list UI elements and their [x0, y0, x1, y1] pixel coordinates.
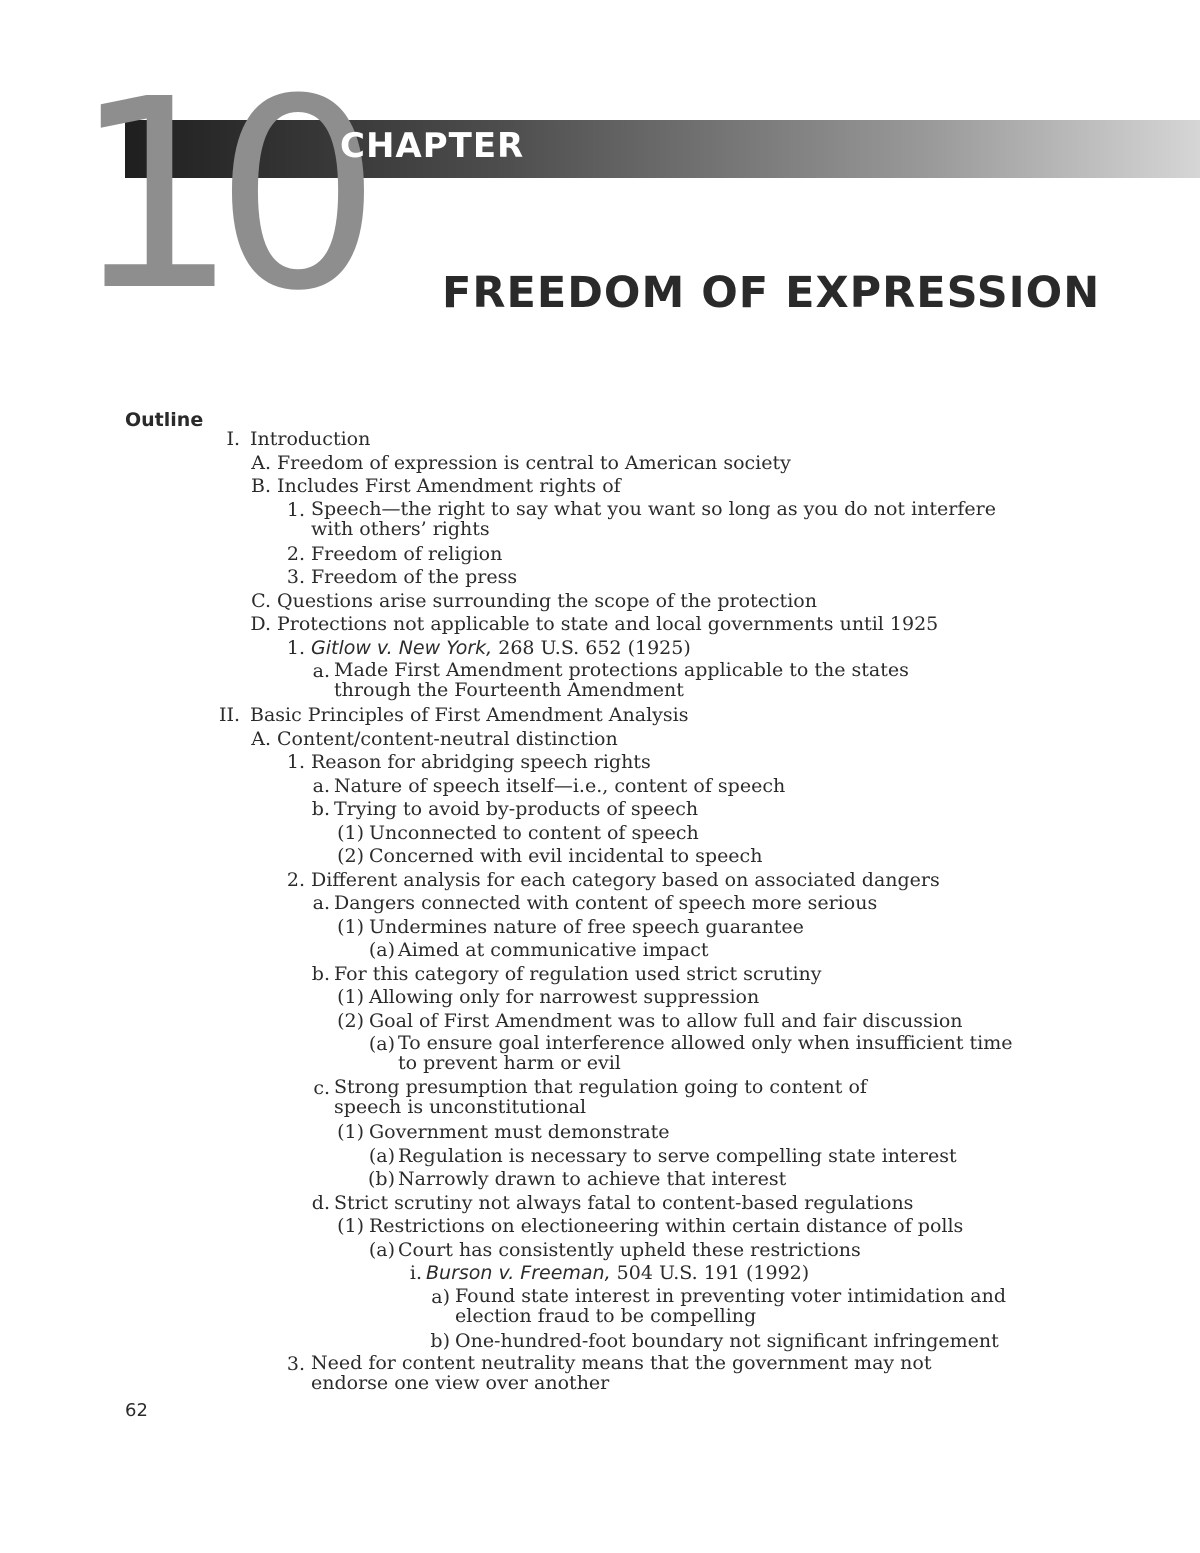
outline-item-body: Basic Principles of First Amendment Analysis [250, 704, 689, 726]
outline-item [0, 704, 1200, 728]
outline-item [0, 428, 1200, 452]
outline-item [0, 822, 1200, 846]
outline-item [0, 939, 1200, 963]
outline-item-text [250, 704, 688, 728]
outline-item-marker: i. [409, 1262, 422, 1284]
outline-item-body: Includes First Amendment rights of [277, 475, 621, 497]
outline-item-marker: a) [431, 1285, 450, 1308]
outline-item-text [398, 1033, 1013, 1073]
outline-item-body: Undermines nature of free speech guarantee [369, 915, 804, 938]
outline-item-marker: 2. [286, 868, 305, 891]
chapter-number: 10 [72, 43, 358, 348]
outline-item-marker: (1) [337, 821, 364, 844]
outline-item [0, 916, 1200, 940]
outline-item-body: Strong presumption that regulation going to content of [334, 1076, 867, 1098]
outline-item [0, 1215, 1200, 1239]
outline-item [0, 1010, 1200, 1034]
outline-item-text [311, 543, 502, 567]
outline-item-marker: A. [251, 727, 271, 750]
outline-item [0, 660, 1200, 704]
outline-item [0, 1168, 1200, 1192]
outline-item [0, 475, 1200, 499]
outline-item-marker: (b) [368, 1168, 395, 1190]
outline-item-text [311, 869, 940, 893]
page-number: 62 [125, 1400, 148, 1421]
outline-item-marker: d. [311, 1191, 330, 1214]
outline-item-marker: 2. [286, 542, 305, 565]
outline-item-marker: (1) [337, 986, 364, 1008]
outline-item-marker: b) [430, 1329, 450, 1352]
outline-item-marker: (a) [368, 939, 395, 961]
outline-item-continuation: election fraud to be compelling [455, 1304, 757, 1327]
outline-item-text [334, 1077, 867, 1117]
outline-item-marker: 1. [286, 636, 305, 659]
outline-item-text [334, 660, 909, 700]
outline-item-text [369, 1010, 963, 1034]
outline-item-body: Reason for abridging speech rights [311, 751, 651, 773]
outline-item-body: Allowing only for narrowest suppression [369, 986, 760, 1008]
outline-item-marker: a. [312, 660, 330, 682]
outline-item-marker: C. [251, 589, 271, 612]
outline-item-body: Introduction [250, 428, 371, 450]
outline-item-continuation: speech is unconstitutional [334, 1096, 587, 1118]
outline-item [0, 566, 1200, 590]
outline-item-text [334, 963, 822, 987]
outline-item [0, 543, 1200, 567]
outline-item-body: Narrowly drawn to achieve that interest [398, 1168, 787, 1190]
case-citation: Burson v. Freeman, [426, 1262, 611, 1284]
outline-item-marker: b. [311, 798, 330, 820]
outline-item-marker: (2) [337, 845, 364, 867]
outline-item-marker: 3. [286, 566, 305, 588]
outline-item [0, 728, 1200, 752]
chapter-label: CHAPTER [340, 126, 525, 166]
outline-item [0, 1077, 1200, 1121]
outline-item [0, 1286, 1200, 1330]
outline-item-body: Content/content-neutral distinction [277, 727, 618, 750]
outline-item [0, 452, 1200, 476]
outline-item-text [369, 986, 759, 1010]
outline-item-text [311, 566, 517, 590]
outline-item-body: Nature of speech itself—i.e., content of speech [334, 774, 786, 797]
outline-item [0, 845, 1200, 869]
outline-item-body: Regulation is necessary to serve compelling state interest [398, 1144, 957, 1167]
outline-item-marker: (1) [337, 1121, 364, 1143]
outline-item-text [398, 1168, 786, 1192]
outline-item-marker: B. [250, 475, 271, 497]
outline-item-continuation: with others’ rights [311, 517, 490, 540]
outline-item-marker: A. [251, 451, 271, 474]
outline-item-body: Freedom of expression is central to American society [277, 451, 791, 474]
outline-item-text [277, 728, 618, 752]
outline-item-text [311, 637, 691, 661]
outline-item [0, 613, 1200, 637]
outline-item-text [369, 1215, 963, 1239]
outline-item-body: Restrictions on electioneering within certain distance of polls [369, 1215, 964, 1237]
outline-item [0, 775, 1200, 799]
outline-item-body: Made First Amendment protections applicable to the states [334, 659, 909, 681]
outline-item-marker: (a) [368, 1033, 395, 1055]
outline-item [0, 986, 1200, 1010]
outline-item [0, 1145, 1200, 1169]
outline-item-text [277, 475, 621, 499]
outline-item-body: Concerned with evil incidental to speech [369, 845, 763, 867]
outline-item-body: 268 U.S. 652 (1925) [492, 636, 691, 659]
outline-item-body: Court has consistently upheld these restrictions [398, 1238, 861, 1261]
outline-item-text [369, 822, 699, 846]
outline-item-body: Need for content neutrality means that the government may not [311, 1352, 932, 1374]
outline-item-text [250, 428, 370, 452]
outline-item-marker: a. [312, 774, 330, 797]
outline-item-marker: (2) [337, 1009, 364, 1032]
outline-item-text [398, 939, 709, 963]
outline-item [0, 798, 1200, 822]
outline-item-text [334, 892, 877, 916]
outline-item-marker: (a) [368, 1238, 395, 1261]
outline-item-body: 504 U.S. 191 (1992) [610, 1262, 810, 1284]
outline-item-body: Trying to avoid by-products of speech [334, 798, 699, 820]
outline-item-text [334, 775, 785, 799]
outline-item-text [369, 916, 804, 940]
outline-item-body: Goal of First Amendment was to allow full and fair discussion [369, 1009, 963, 1032]
case-citation: Gitlow v. New York, [311, 636, 493, 659]
outline-item-text [455, 1286, 1006, 1326]
outline-item-text [334, 1192, 913, 1216]
outline-label: Outline [125, 409, 204, 431]
outline-item-marker: c. [313, 1077, 330, 1099]
outline-item [0, 869, 1200, 893]
outline-item-text [311, 1353, 932, 1393]
outline-item-text [398, 1239, 861, 1263]
outline-item-body: Protections not applicable to state and local governments until 1925 [277, 613, 939, 635]
outline-item-text [455, 1330, 999, 1354]
outline-item-text [311, 751, 651, 775]
outline-item-text [398, 1145, 957, 1169]
outline-item-marker: I. [226, 428, 240, 450]
outline-item [0, 1121, 1200, 1145]
outline-item-text [426, 1262, 809, 1286]
outline-item-continuation: through the Fourteenth Amendment [334, 679, 684, 701]
outline-item-body: Government must demonstrate [369, 1121, 670, 1143]
outline-item-body: Found state interest in preventing voter intimidation and [455, 1284, 1006, 1307]
outline-item-marker: 1. [286, 498, 305, 521]
outline-item-text [277, 452, 791, 476]
chapter-title: FREEDOM OF EXPRESSION [442, 268, 1101, 318]
outline-item [0, 963, 1200, 987]
outline-item-marker: 3. [286, 1353, 305, 1375]
outline-item-marker: (a) [368, 1144, 395, 1167]
outline-item [0, 1033, 1200, 1077]
outline-item-marker: b. [311, 962, 330, 985]
outline-item-continuation: to prevent harm or evil [398, 1052, 621, 1074]
outline-item-marker: (1) [337, 1215, 364, 1237]
outline-item [0, 892, 1200, 916]
outline-item-text [311, 499, 996, 539]
outline-item-body: Strict scrutiny not always fatal to content-based regulations [334, 1191, 914, 1214]
outline-item-body: Speech—the right to say what you want so long as you do not interfere [311, 497, 996, 520]
outline-item-body: Dangers connected with content of speech more serious [334, 892, 878, 914]
outline-item [0, 1192, 1200, 1216]
outline-item [0, 1239, 1200, 1263]
outline-item-text [334, 798, 698, 822]
outline-item-body: To ensure goal interference allowed only when insufficient time [398, 1032, 1013, 1054]
outline-item [0, 1262, 1200, 1286]
outline-item-text [277, 613, 938, 637]
outline-item-marker: II. [218, 704, 240, 726]
outline-item-body: Aimed at communicative impact [398, 939, 709, 961]
outline-item [0, 499, 1200, 543]
outline-item-text [369, 1121, 670, 1145]
outline-item-text [369, 845, 762, 869]
outline-item-body: Questions arise surrounding the scope of the protection [277, 589, 817, 612]
outline-item-body: For this category of regulation used strict scrutiny [334, 962, 822, 985]
outline-list [0, 428, 1200, 1397]
outline-item-marker: D. [250, 613, 271, 635]
outline-item [0, 1330, 1200, 1354]
outline-item-body: Unconnected to content of speech [369, 821, 699, 844]
outline-item-marker: a. [312, 892, 330, 914]
outline-item-body: Different analysis for each category based on associated dangers [311, 868, 940, 891]
outline-item [0, 637, 1200, 661]
outline-item [0, 590, 1200, 614]
outline-item [0, 751, 1200, 775]
outline-item-marker: (1) [337, 915, 364, 938]
outline-item [0, 1353, 1200, 1397]
outline-item-marker: 1. [286, 751, 305, 773]
outline-item-body: Freedom of the press [311, 566, 518, 588]
outline-item-continuation: endorse one view over another [311, 1372, 610, 1394]
outline-item-body: Freedom of religion [311, 542, 503, 565]
outline-item-text [277, 590, 817, 614]
outline-item-body: One-hundred-foot boundary not significant infringement [455, 1329, 999, 1352]
